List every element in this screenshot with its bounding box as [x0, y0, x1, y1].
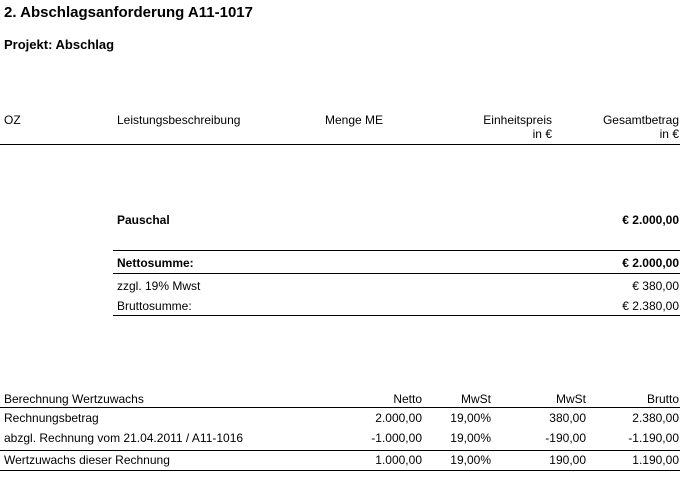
header-unit-price-line1: Einheitspreis [483, 113, 552, 127]
calc-row-label: abzgl. Rechnung vom 21.04.2011 / A11-1016 [4, 431, 244, 445]
header-unit-price-line2: in € [532, 127, 552, 141]
calc-row-net: -1.000,00 [371, 431, 422, 445]
gross-sum-divider [113, 315, 680, 316]
project-line [4, 37, 114, 52]
header-total-line1: Gesamtbetrag [602, 113, 679, 127]
calc-row-vat-amount: 380,00 [549, 411, 586, 425]
calc-header-title: Berechnung Wertzuwachs [4, 392, 144, 406]
calc-row-label: Rechnungsbetrag [4, 411, 99, 425]
gross-sum-label: Bruttosumme: [117, 299, 192, 313]
calc-header-divider [0, 407, 680, 408]
header-description: Leistungsbeschreibung [117, 113, 241, 127]
calc-total-label: Wertzuwachs dieser Rechnung [4, 453, 170, 467]
calc-header-vat-amount: MwSt [556, 392, 586, 406]
calc-total-vat-rate: 19,00% [450, 453, 491, 467]
vat-value: € 380,00 [632, 279, 679, 293]
calc-header-gross: Brutto [646, 392, 679, 406]
calc-row-gross: 2.380,00 [632, 411, 679, 425]
document-title: 2. Abschlagsanforderung A11-1017 [4, 4, 253, 21]
calc-total-divider [0, 450, 680, 451]
vat-label: zzgl. 19% Mwst [117, 279, 201, 293]
calc-row-vat-amount: -190,00 [545, 431, 586, 445]
calc-total-gross: 1.190,00 [632, 453, 679, 467]
calc-header-vat-rate: MwSt [461, 392, 491, 406]
header-total [560, 113, 679, 141]
calc-row-vat-rate: 19,00% [450, 431, 491, 445]
header-divider [0, 144, 680, 145]
header-unit-price [452, 113, 552, 141]
calc-row-gross: -1.190,00 [628, 431, 679, 445]
calc-row-vat-rate: 19,00% [450, 411, 491, 425]
header-oz: OZ [4, 113, 21, 127]
gross-sum-value: € 2.380,00 [622, 299, 679, 313]
item-total: € 2.000,00 [622, 213, 679, 227]
project-label: Projekt: [4, 37, 53, 52]
header-quantity-unit: Menge ME [325, 113, 384, 127]
net-sum-value: € 2.000,00 [622, 256, 679, 270]
item-description: Pauschal [117, 213, 170, 227]
calc-bottom-divider [0, 470, 680, 471]
calc-total-vat-amount: 190,00 [549, 453, 586, 467]
net-sum-label: Nettosumme: [117, 256, 194, 270]
project-name: Abschlag [55, 37, 115, 52]
calc-header-net: Netto [393, 392, 422, 406]
calc-total-net: 1.000,00 [375, 453, 422, 467]
calc-row-net: 2.000,00 [375, 411, 422, 425]
totals-top-divider [113, 250, 680, 251]
net-sum-divider [113, 273, 680, 274]
header-total-line2: in € [659, 127, 679, 141]
